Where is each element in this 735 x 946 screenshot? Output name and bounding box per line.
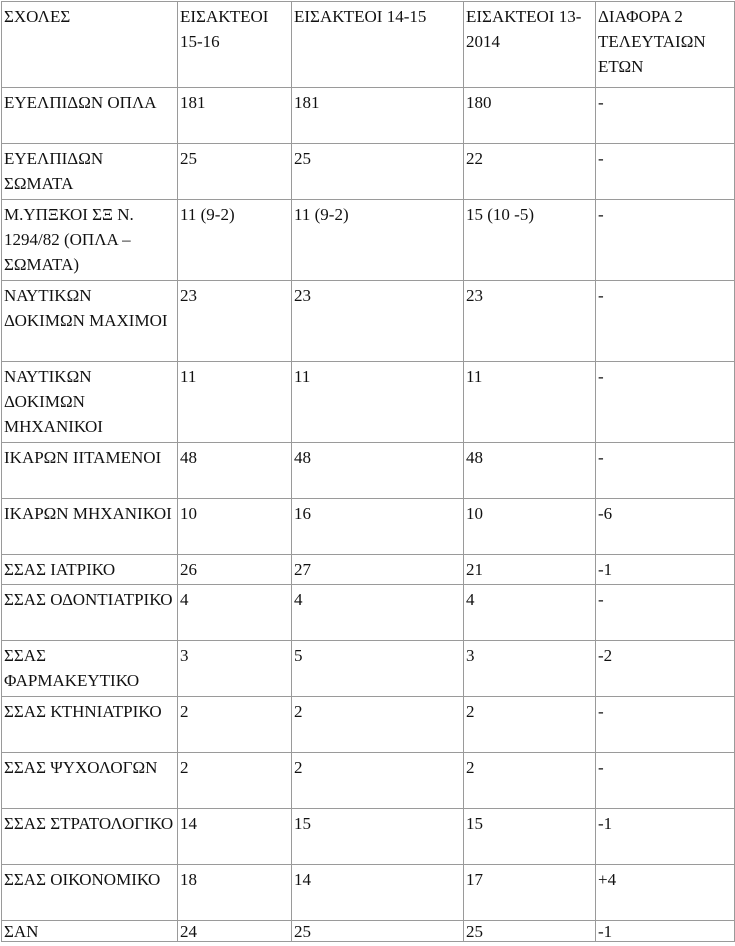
table-row — [2, 499, 735, 555]
difference-cell: -2 — [596, 641, 735, 697]
school-name-cell: ΣΑΝ — [2, 921, 178, 942]
difference-cell: -1 — [596, 555, 735, 585]
difference-cell: -6 — [596, 499, 735, 555]
value-cell: 23 — [464, 281, 596, 362]
value-cell: 17 — [464, 865, 596, 921]
difference-cell: - — [596, 443, 735, 499]
table-row — [2, 88, 735, 144]
value-cell: 3 — [464, 641, 596, 697]
table-row — [2, 144, 735, 200]
value-cell: 27 — [292, 555, 464, 585]
value-cell: 18 — [178, 865, 292, 921]
school-name-cell: ΣΣΑΣ ΣΤΡΑΤΟΛΟΓΙΚΟ — [2, 809, 178, 865]
table-row — [2, 921, 735, 942]
value-cell: 15 — [464, 809, 596, 865]
value-cell: 2 — [292, 753, 464, 809]
value-cell: 25 — [292, 921, 464, 942]
value-cell: 15 — [292, 809, 464, 865]
value-cell: 2 — [464, 697, 596, 753]
value-cell: 26 — [178, 555, 292, 585]
value-cell: 5 — [292, 641, 464, 697]
value-cell: 48 — [178, 443, 292, 499]
value-cell: 4 — [464, 585, 596, 641]
difference-cell: - — [596, 281, 735, 362]
admissions-table — [1, 1, 735, 942]
difference-cell: - — [596, 697, 735, 753]
header-cell-admitted-14-15: ΕΙΣΑΚΤΕΟΙ 14-15 — [292, 2, 464, 88]
school-name-cell: ΣΣΑΣ ΨΥΧΟΛΟΓΩΝ — [2, 753, 178, 809]
value-cell: 2 — [292, 697, 464, 753]
difference-cell: +4 — [596, 865, 735, 921]
value-cell: 11 (9-2) — [292, 200, 464, 281]
school-name-cell: ΝΑΥΤΙΚΩΝ ΔΟΚΙΜΩΝ ΜΑΧΙΜΟΙ — [2, 281, 178, 362]
school-name-cell: ΕΥΕΛΠΙΔΩΝ ΟΠΛΑ — [2, 88, 178, 144]
value-cell: 180 — [464, 88, 596, 144]
value-cell: 22 — [464, 144, 596, 200]
table-row — [2, 281, 735, 362]
value-cell: 16 — [292, 499, 464, 555]
value-cell: 14 — [178, 809, 292, 865]
header-row — [2, 2, 735, 88]
table-row — [2, 865, 735, 921]
difference-cell: - — [596, 88, 735, 144]
value-cell: 2 — [178, 753, 292, 809]
table-row — [2, 697, 735, 753]
header-cell-admitted-15-16: ΕΙΣΑΚΤΕΟΙ 15-16 — [178, 2, 292, 88]
value-cell: 4 — [178, 585, 292, 641]
table-row — [2, 585, 735, 641]
school-name-cell: ΣΣΑΣ ΚΤΗΝΙΑΤΡΙΚΟ — [2, 697, 178, 753]
value-cell: 11 (9-2) — [178, 200, 292, 281]
value-cell: 181 — [292, 88, 464, 144]
value-cell: 23 — [178, 281, 292, 362]
school-name-cell: ΙΚΑΡΩΝ ΜΗΧΑΝΙΚΟΙ — [2, 499, 178, 555]
table-row — [2, 753, 735, 809]
table-row — [2, 200, 735, 281]
table-row — [2, 362, 735, 443]
header-cell-schools: ΣΧΟΛΕΣ — [2, 2, 178, 88]
value-cell: 15 (10 -5) — [464, 200, 596, 281]
header-cell-admitted-13-2014: ΕΙΣΑΚΤΕΟΙ 13-2014 — [464, 2, 596, 88]
value-cell: 14 — [292, 865, 464, 921]
value-cell: 2 — [464, 753, 596, 809]
value-cell: 4 — [292, 585, 464, 641]
school-name-cell: Μ.ΥΠΞΚΟΙ ΣΞ Ν. 1294/82 (ΟΠΛΑ – ΣΩΜΑΤΑ) — [2, 200, 178, 281]
school-name-cell: ΙΚΑΡΩΝ ΙΙΤΑΜΕΝΟΙ — [2, 443, 178, 499]
difference-cell: -1 — [596, 809, 735, 865]
value-cell: 181 — [178, 88, 292, 144]
table-row — [2, 809, 735, 865]
school-name-cell: ΕΥΕΛΠΙΔΩΝ ΣΩΜΑΤΑ — [2, 144, 178, 200]
value-cell: 48 — [292, 443, 464, 499]
value-cell: 23 — [292, 281, 464, 362]
value-cell: 2 — [178, 697, 292, 753]
difference-cell: - — [596, 585, 735, 641]
difference-cell: - — [596, 753, 735, 809]
table-row — [2, 641, 735, 697]
difference-cell: - — [596, 362, 735, 443]
value-cell: 10 — [464, 499, 596, 555]
value-cell: 21 — [464, 555, 596, 585]
value-cell: 11 — [292, 362, 464, 443]
header-cell-difference: ΔΙΑΦΟΡΑ 2 ΤΕΛΕΥΤΑΙΩΝ ΕΤΩΝ — [596, 2, 735, 88]
table-row — [2, 555, 735, 585]
school-name-cell: ΣΣΑΣ ΟΙΚΟΝΟΜΙΚΟ — [2, 865, 178, 921]
school-name-cell: ΝΑΥΤΙΚΩΝ ΔΟΚΙΜΩΝ ΜΗΧΑΝΙΚΟΙ — [2, 362, 178, 443]
value-cell: 24 — [178, 921, 292, 942]
school-name-cell: ΣΣΑΣ ΙΑΤΡΙΚΟ — [2, 555, 178, 585]
school-name-cell: ΣΣΑΣ ΟΔΟΝΤΙΑΤΡΙΚΟ — [2, 585, 178, 641]
value-cell: 25 — [464, 921, 596, 942]
value-cell: 48 — [464, 443, 596, 499]
table-row — [2, 443, 735, 499]
difference-cell: - — [596, 144, 735, 200]
difference-cell: - — [596, 200, 735, 281]
value-cell: 11 — [464, 362, 596, 443]
value-cell: 11 — [178, 362, 292, 443]
value-cell: 10 — [178, 499, 292, 555]
value-cell: 25 — [178, 144, 292, 200]
value-cell: 25 — [292, 144, 464, 200]
difference-cell: -1 — [596, 921, 735, 942]
school-name-cell: ΣΣΑΣ ΦΑΡΜΑΚΕΥΤΙΚΟ — [2, 641, 178, 697]
value-cell: 3 — [178, 641, 292, 697]
